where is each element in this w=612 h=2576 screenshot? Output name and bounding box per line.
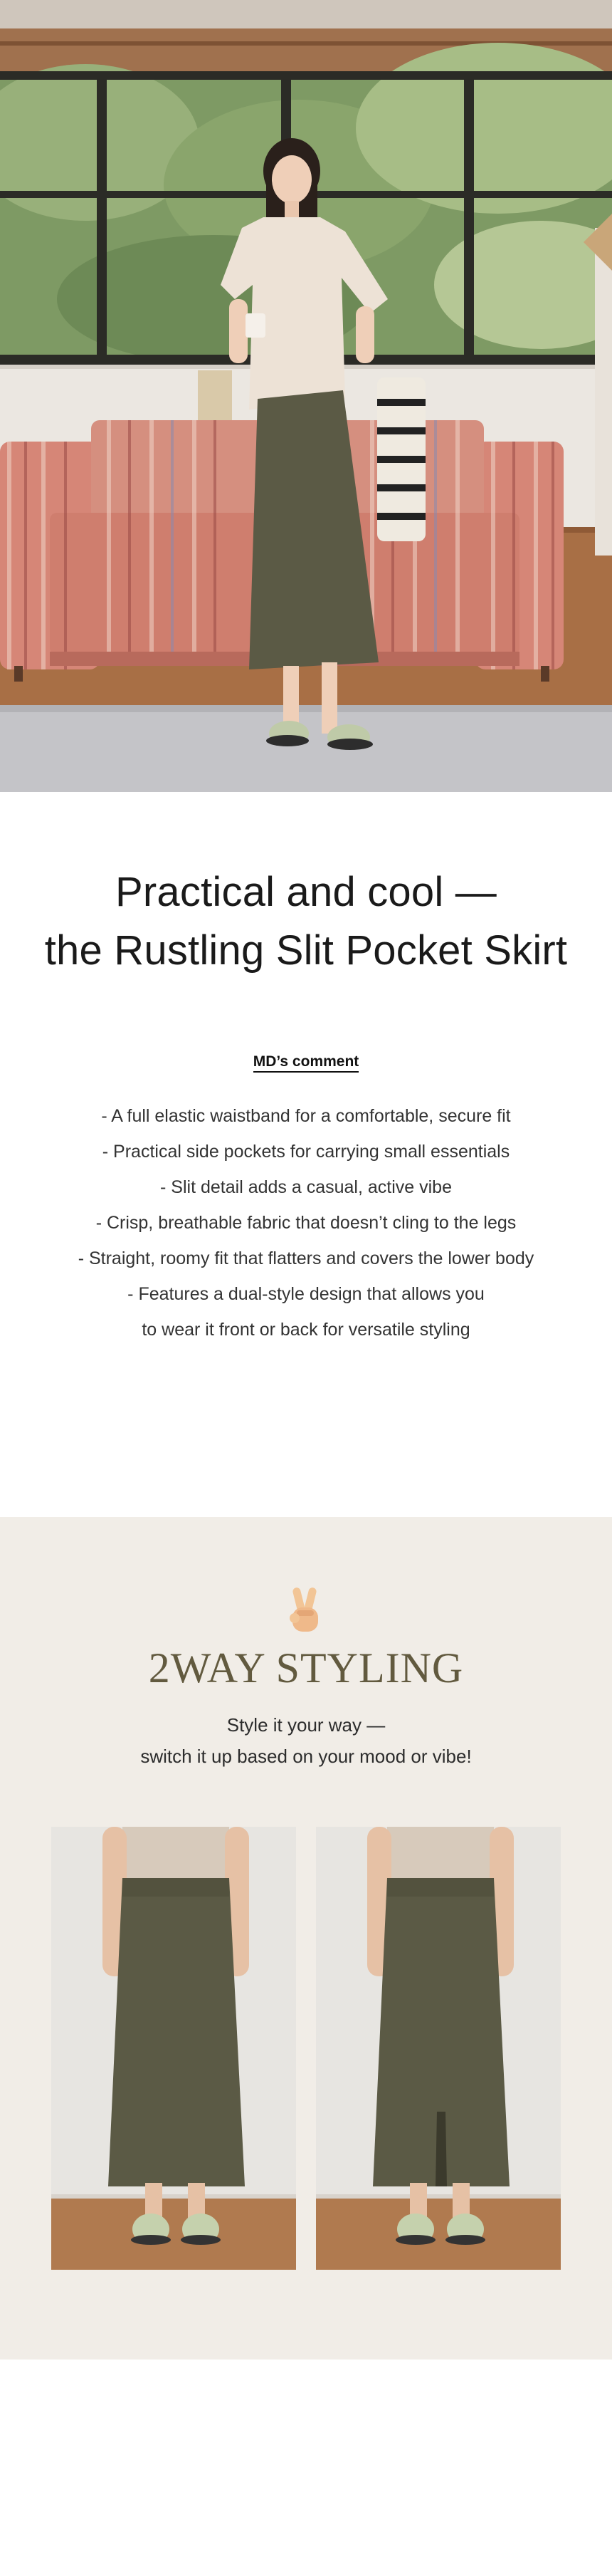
- victory-hand-icon: [285, 1585, 325, 1634]
- two-way-styling-title: 2WAY STYLING: [148, 1644, 464, 1691]
- md-comment-line: - A full elastic waistband for a comfortable, secure fit: [101, 1106, 511, 1126]
- md-comment-line: to wear it front or back for versatile styling: [142, 1320, 470, 1340]
- md-comment-line: - Practical side pockets for carrying small essentials: [102, 1142, 510, 1162]
- md-comment-line: - Slit detail adds a casual, active vibe: [160, 1177, 452, 1197]
- md-comment-line: - Crisp, breathable fabric that doesn’t cling to the legs: [95, 1213, 517, 1233]
- md-comment-line: - Straight, roomy fit that flatters and covers the lower body: [78, 1248, 534, 1268]
- md-comment-line: - Features a dual-style design that allows you: [127, 1284, 485, 1304]
- subtitle-line-2: switch it up based on your mood or vibe!: [140, 1746, 472, 1767]
- hero-photo: [0, 0, 612, 792]
- md-comment-title: [0, 1053, 612, 1070]
- md-comment-list: [0, 1098, 612, 1347]
- md-comment-title-text: MD’s comment: [253, 1053, 359, 1073]
- back-style-photo: [316, 1827, 561, 2270]
- front-style-photo: [51, 1827, 296, 2270]
- page-headline: [0, 863, 612, 980]
- headline-line-2: the Rustling Slit Pocket Skirt: [44, 927, 568, 974]
- two-way-styling-subtitle: [0, 1709, 612, 1772]
- two-way-styling-section: [0, 1517, 612, 2359]
- subtitle-line-1: Style it your way —: [226, 1714, 386, 1736]
- headline-line-1: Practical and cool —: [115, 869, 497, 915]
